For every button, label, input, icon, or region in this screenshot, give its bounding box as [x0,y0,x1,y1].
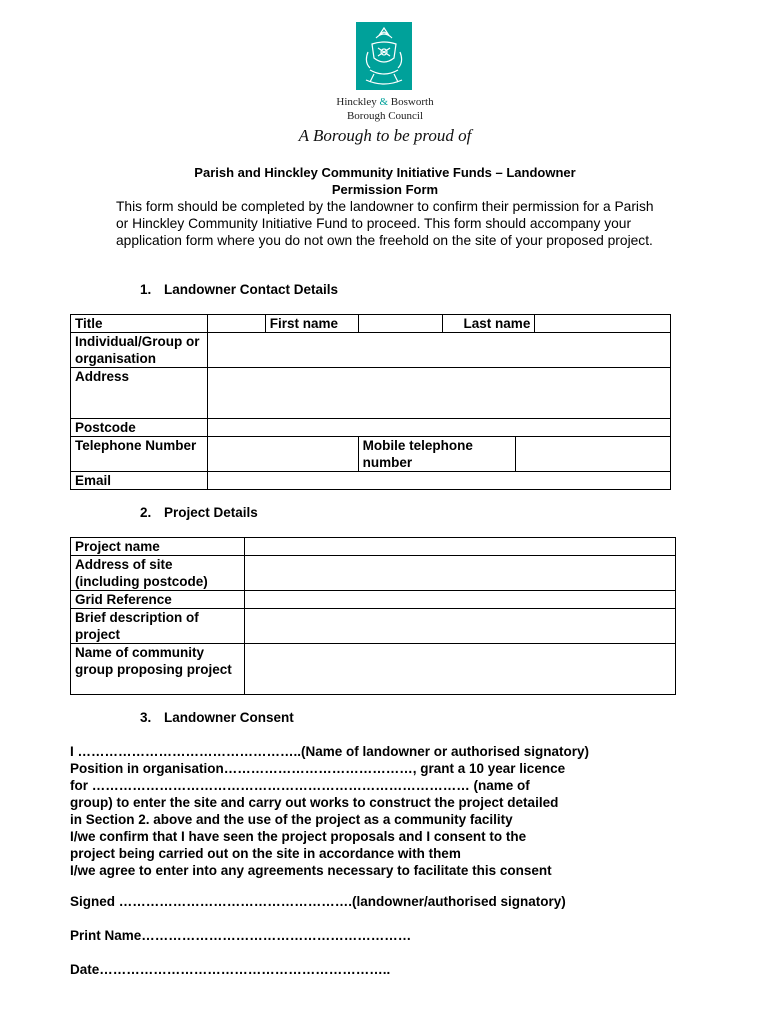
table-row [71,437,671,472]
form-intro: This form should be completed by the landowner to confirm their permission for a Parish or Hinckley Community Initiative Fund to proceed. This form should accompany your application form where you do not own the freehold on the site of your proposed project. [116,199,654,248]
last-name-label: Last name [443,315,535,333]
section2-number: 2. [140,505,152,520]
table-row [71,315,671,333]
community-group-field[interactable] [244,644,675,695]
grid-reference-label: Grid Reference [71,591,245,609]
council-crest-logo [356,22,412,90]
table-row [71,419,671,437]
community-group-label: Name of community group proposing project [71,644,245,695]
email-label: Email [71,472,208,490]
consent-line: project being carried out on the site in accordance with them [70,846,461,861]
print-name-line[interactable]: Print Name…………………………………………………… [70,928,412,943]
telephone-label: Telephone Number [71,437,208,472]
mobile-field[interactable] [516,437,671,472]
consent-line: in Section 2. above and the use of the project as a community facility [70,812,513,827]
form-title-line1: Parish and Hinckley Community Initiative Funds – Landowner [194,165,576,180]
council-name-ampersand: & [379,96,389,108]
project-details-table [70,537,676,695]
section3-heading [140,710,294,725]
consent-statement [70,743,670,879]
consent-line: group) to enter the site and carry out works to construct the project detailed [70,795,559,810]
description-field[interactable] [244,609,675,644]
telephone-field[interactable] [207,437,358,472]
postcode-label: Postcode [71,419,208,437]
project-name-label: Project name [71,538,245,556]
first-name-field[interactable] [358,315,443,333]
individual-label: Individual/Group or organisation [71,333,208,368]
date-line[interactable]: Date……………………………………………………….. [70,962,391,977]
section3-title: Landowner Consent [164,710,294,725]
first-name-label: First name [265,315,358,333]
signed-line[interactable]: Signed …………………………………………….(landowner/authorised signatory) [70,894,566,909]
section3-number: 3. [140,710,152,725]
table-row [71,538,676,556]
address-field[interactable] [207,368,670,419]
email-field[interactable] [207,472,670,490]
section2-title: Project Details [164,505,258,520]
individual-field[interactable] [207,333,670,368]
council-name [300,95,470,123]
form-title [148,164,622,198]
table-row [71,556,676,591]
consent-line: I/we confirm that I have seen the project proposals and I consent to the [70,829,527,844]
grid-reference-field[interactable] [244,591,675,609]
table-row [71,609,676,644]
site-address-label: Address of site (including postcode) [71,556,245,591]
project-name-field[interactable] [244,538,675,556]
form-title-line2: Permission Form [331,182,439,197]
title-field[interactable] [207,315,265,333]
council-tagline: A Borough to be proud of [298,126,472,145]
section1-heading [140,282,338,297]
table-row [71,333,671,368]
council-name-part1: Hinckley [336,96,377,108]
postcode-field[interactable] [207,419,670,437]
consent-line: for ………………………………………………………………………… (name of [70,778,530,793]
council-name-line2: Borough Council [346,110,424,122]
title-label: Title [71,315,208,333]
mobile-label: Mobile telephone number [358,437,516,472]
last-name-field[interactable] [535,315,671,333]
crest-icon [356,22,412,90]
site-address-field[interactable] [244,556,675,591]
description-label: Brief description of project [71,609,245,644]
section2-heading [140,505,258,520]
council-name-part2: Bosworth [390,96,434,108]
address-label: Address [71,368,208,419]
section1-number: 1. [140,282,152,297]
table-row [71,591,676,609]
consent-line: I …………………………………………..(Name of landowner or authorised signatory) [70,744,590,759]
table-row [71,644,676,695]
section1-title: Landowner Contact Details [164,282,339,297]
consent-line: I/we agree to enter into any agreements necessary to facilitate this consent [70,863,552,878]
table-row [71,472,671,490]
landowner-contact-table [70,314,671,490]
consent-line: Position in organisation……………………………………, grant a 10 year licence [70,761,566,776]
table-row [71,368,671,419]
